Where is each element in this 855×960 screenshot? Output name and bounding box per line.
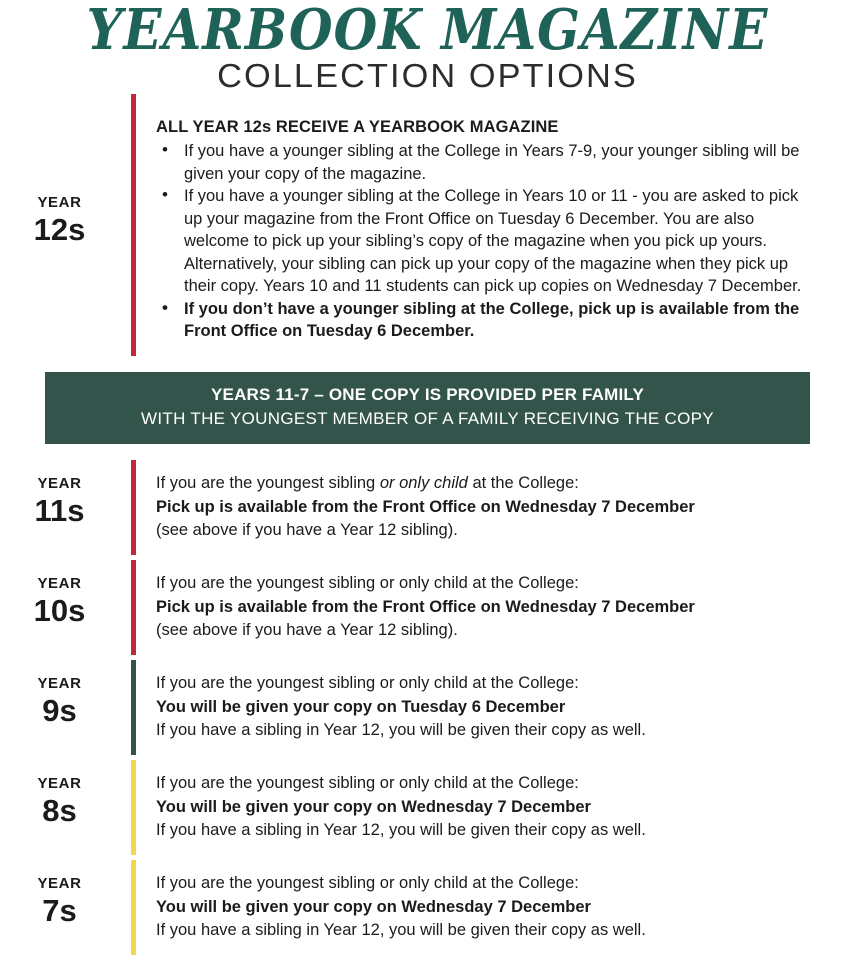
year-number: 12s [33,212,86,247]
year-10-line-3: (see above if you have a Year 12 sibling). [156,621,458,639]
year-11-line-1 [156,472,820,496]
line-italic: or only child [379,474,468,492]
year-8-line-3: If you have a sibling in Year 12, you will be given their copy as well. [156,821,646,839]
year-word: YEAR [37,775,82,792]
page-title: YEARBOOK MAGAZINE [86,0,769,63]
line-post: at the College: [467,474,579,492]
year-number: 7s [42,893,77,928]
year-11-label-column [0,460,131,528]
list-item: • If you have a younger sibling at the College in Years 10 or 11 - you are asked to pick up your magazine from the Front Office on Tuesday 6 December. You are also welcome to pick up your sibling’s copy of the magazine when you pick up yours. Alternatively, your sibling can pick up your copy of the magazine when they pick up their copy. Years 10 and 11 students can pick up copies on Wednesday 7 December. [156,185,820,298]
page-subtitle: COLLECTION OPTIONS [217,57,638,94]
year-12-label-column [0,94,131,247]
year-number: 8s [42,793,77,828]
year-7-line-3: If you have a sibling in Year 12, you will be given their copy as well. [156,921,646,939]
year-12-bullet-list [156,140,820,343]
year-7-label-column [0,860,131,928]
year-word: YEAR [37,575,82,592]
year-7-line-1: If you are the youngest sibling or only child at the College: [156,874,579,892]
line-pre: If you are the youngest sibling [156,474,380,492]
year-9-line-1: If you are the youngest sibling or only child at the College: [156,674,579,692]
year-7-content [136,860,855,943]
year-10-content [136,560,855,643]
years-11-7-banner [45,372,810,444]
banner-subline: WITH THE YOUNGEST MEMBER OF A FAMILY RECEIVING THE COPY [141,409,714,428]
banner-headline: YEARS 11-7 – ONE COPY IS PROVIDED PER FAMILY [211,385,644,404]
year-8-line-1: If you are the youngest sibling or only child at the College: [156,774,579,792]
year-10-label-column [0,560,131,628]
year-word: YEAR [37,875,82,892]
year-8-section [0,760,855,860]
list-item: • If you don’t have a younger sibling at the College, pick up is available from the Front Office on Tuesday 6 December. [156,298,820,343]
year-12-content [136,94,855,343]
year-number: 10s [33,593,86,628]
document-header [0,0,855,94]
year-8-label-column [0,760,131,828]
year-9-line-3: If you have a sibling in Year 12, you will be given their copy as well. [156,721,646,739]
year-9-section [0,660,855,760]
year-11-line-3: (see above if you have a Year 12 sibling). [156,521,458,539]
year-word: YEAR [37,194,82,211]
year-12-section [0,94,855,364]
year-number: 11s [34,493,85,528]
year-10-line-1: If you are the youngest sibling or only child at the College: [156,574,579,592]
list-item: • If you have a younger sibling at the College in Years 7-9, your younger sibling will be given your copy of the magazine. [156,140,820,185]
year-8-content [136,760,855,843]
year-8-line-2: You will be given your copy on Wednesday 7 December [156,797,591,816]
year-7-line-2: You will be given your copy on Wednesday 7 December [156,897,591,916]
year-9-label-column [0,660,131,728]
year-7-section [0,860,855,960]
year-11-section [0,460,855,560]
year-11-line-2: Pick up is available from the Front Office on Wednesday 7 December [156,497,695,516]
year-12-heading: ALL YEAR 12s RECEIVE A YEARBOOK MAGAZINE [156,118,559,136]
year-11-content [136,460,855,543]
year-10-line-2: Pick up is available from the Front Office on Wednesday 7 December [156,597,695,616]
year-10-section [0,560,855,660]
year-word: YEAR [37,475,82,492]
year-word: YEAR [37,675,82,692]
year-number: 9s [42,693,77,728]
year-9-line-2: You will be given your copy on Tuesday 6 December [156,697,566,716]
year-9-content [136,660,855,743]
